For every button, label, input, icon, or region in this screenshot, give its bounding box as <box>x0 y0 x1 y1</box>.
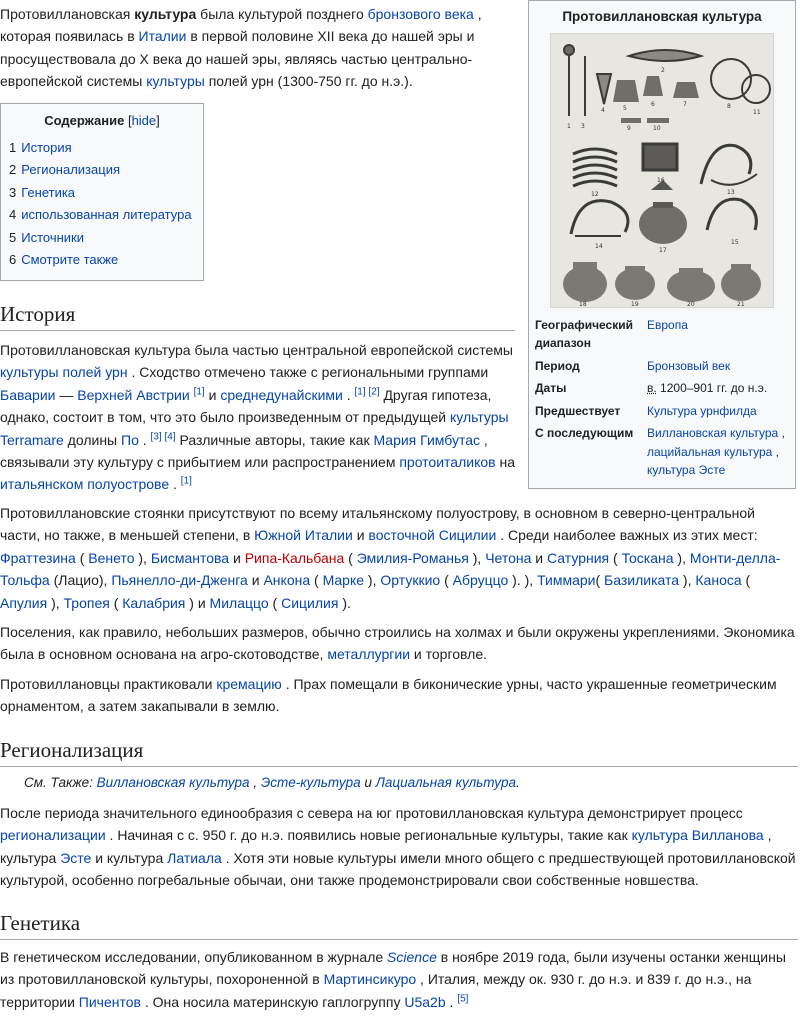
link-emilia-romagna[interactable]: Эмилия-Романья <box>356 549 469 566</box>
link-bronze-age[interactable]: бронзового века <box>367 6 474 22</box>
text: ( <box>310 572 323 589</box>
link-este[interactable]: культура Эсте <box>647 463 726 477</box>
infobox-key: Географический диапазон <box>535 317 633 350</box>
history-paragraph-2 <box>0 502 798 614</box>
heading-history: История <box>0 300 515 331</box>
toc-number: 3 <box>9 184 17 200</box>
link-abruzzo[interactable]: Абруццо <box>452 572 509 589</box>
link-timmari[interactable]: Тиммари <box>537 572 596 589</box>
link-urnfield-culture[interactable]: культуры полей урн <box>0 364 128 381</box>
heading-genetics: Генетика <box>0 909 798 940</box>
link-veneto[interactable]: Венето <box>88 549 135 566</box>
infobox-value: 1200–901 гг. до н.э. <box>656 381 768 395</box>
text: После периода значительного единообразия с севера на юг протовиллановская культура демонстрирует процесс <box>0 805 743 821</box>
text: ( <box>595 572 605 589</box>
svg-text:14: 14 <box>595 242 603 250</box>
text: . Среди наиболее важных из этих мест: <box>496 527 758 544</box>
text: См. Также: <box>24 775 97 790</box>
toc-link-genetics[interactable]: Генетика <box>21 184 76 200</box>
toc-number: 5 <box>9 229 17 245</box>
link-latial-culture[interactable]: Лациальная культура <box>375 775 516 790</box>
text: ( <box>440 572 453 589</box>
link-italy[interactable]: Италии <box>138 28 187 45</box>
toc-hide-link[interactable]: hide <box>131 113 157 128</box>
svg-text:10: 10 <box>653 124 661 132</box>
history-heading-block <box>0 300 515 331</box>
link-urnfield[interactable]: Культура урнфилда <box>647 403 757 418</box>
link-bismantova[interactable]: Бисмантова <box>150 549 230 566</box>
text: ( <box>609 549 622 566</box>
toc-number: 1 <box>9 139 17 155</box>
toc-item[interactable] <box>9 159 195 182</box>
link-frattesina[interactable]: Фраттезина <box>0 549 76 566</box>
svg-text:5: 5 <box>623 104 627 112</box>
text: долины <box>63 431 122 448</box>
genetics-paragraph <box>0 946 798 1013</box>
link-ancona[interactable]: Анкона <box>263 572 311 589</box>
text: и <box>229 549 245 566</box>
svg-text:3: 3 <box>581 122 585 130</box>
sep: , <box>772 444 779 459</box>
text: Протовиллановские стоянки присутствуют по всему итальянскому полуострову, в основном в северно-центральной части, но также, в меньшей степени, в <box>0 505 755 544</box>
citation[interactable]: [1] <box>193 386 205 398</box>
link-ortucchio[interactable]: Ортуккио <box>380 572 441 589</box>
text: Протовиллановская <box>0 6 135 22</box>
svg-text:13: 13 <box>727 188 735 196</box>
text: ) и <box>185 594 210 611</box>
svg-text:12: 12 <box>591 190 599 198</box>
toc-number: 4 <box>9 207 17 222</box>
text: . <box>169 476 181 493</box>
text: ), <box>673 549 690 566</box>
infobox-key: Даты <box>535 381 567 395</box>
fig-number: 1 <box>567 122 571 130</box>
text: . <box>138 431 151 448</box>
link-ripa-calbana[interactable]: Рипа-Кальбана <box>244 549 345 566</box>
link-italian-peninsula[interactable]: итальянском полуострове <box>0 476 170 493</box>
link-europe[interactable]: Европа <box>647 317 688 332</box>
text: , Италия, между ок. 930 г. до н.э. и 839 г. до н.э., на территории <box>0 971 752 1010</box>
infobox-key: Предшествует <box>535 403 621 418</box>
text: . <box>342 386 355 403</box>
text: Различные авторы, такие как <box>175 431 374 448</box>
text: , связывали эту культуру с прибытием или распространением <box>0 431 488 471</box>
link-latial[interactable]: лацийальная культура <box>647 444 773 459</box>
toc-number: 6 <box>9 252 17 267</box>
history-paragraph-4 <box>0 673 798 718</box>
toc-link-history[interactable]: История <box>21 139 72 155</box>
svg-text:16: 16 <box>657 176 665 184</box>
text: ). <box>338 594 351 611</box>
text: . <box>516 775 520 790</box>
history-paragraph-3 <box>0 621 798 666</box>
citation[interactable]: [1] <box>180 475 192 487</box>
text: ), <box>364 572 381 589</box>
link-calabria[interactable]: Калабрия <box>122 594 186 611</box>
citation[interactable]: [5] <box>457 993 469 1005</box>
artifacts-drawing <box>551 34 773 307</box>
link-villanova-culture[interactable]: культура Вилланова <box>631 827 764 844</box>
text: , которая появилась в <box>0 6 482 45</box>
citation[interactable]: [2] <box>368 386 380 398</box>
infobox-key: Период <box>535 358 580 373</box>
toc-link-regionalization[interactable]: Регионализация <box>21 162 120 177</box>
text: ( <box>75 549 89 566</box>
link-bavaria[interactable]: Баварии <box>0 386 56 403</box>
text: и культура <box>91 849 168 866</box>
link-metallurgy[interactable]: металлургии <box>327 646 411 663</box>
link-marche[interactable]: Марке <box>322 572 365 589</box>
link-piceni[interactable]: Пичентов <box>78 993 141 1010</box>
svg-text:6: 6 <box>651 100 655 108</box>
svg-text:15: 15 <box>731 238 739 246</box>
infobox-row-range <box>535 314 789 355</box>
svg-text:17: 17 <box>659 246 667 254</box>
infobox-row-dates <box>535 377 789 400</box>
link-villanovan[interactable]: Виллановская культура <box>647 426 779 440</box>
text: . Она носила материнскую гаплогруппу <box>140 993 405 1010</box>
infobox-row-followed <box>535 422 789 482</box>
link-basilicata[interactable]: Базиликата <box>604 572 680 589</box>
toc-link-references[interactable]: использованная литература <box>21 207 192 222</box>
citation[interactable]: [3] <box>150 430 162 442</box>
text: ( <box>109 594 123 611</box>
toc-item[interactable] <box>9 249 195 272</box>
link-canosa[interactable]: Каноса <box>695 572 742 589</box>
sep: , <box>778 426 785 440</box>
link-villanovan-culture[interactable]: Виллановская культура <box>96 775 250 790</box>
link-cultures[interactable]: культуры <box>146 73 205 90</box>
artifacts-illustration-image[interactable] <box>550 33 774 308</box>
text: Другая гипотеза, однако, состоит в том, что это было произведенным от предыдущей <box>0 386 492 426</box>
link-este-culture[interactable]: Эсте-культура <box>260 775 361 790</box>
text: в ноябре 2019 года, были изучены останки женщины из протовиллановской культуры, похороненной в <box>0 949 786 988</box>
text: ( <box>344 549 357 566</box>
link-tolfa[interactable]: Монти-делла-Тольфа <box>0 549 781 589</box>
link-este[interactable]: Эсте <box>60 849 92 866</box>
text: , культура <box>0 827 772 866</box>
svg-text:8: 8 <box>727 102 731 110</box>
history-paragraph-1 <box>0 339 515 496</box>
regional-paragraph <box>0 802 798 892</box>
link-bronze-age[interactable]: Бронзовый век <box>647 358 731 373</box>
text: в первой половине XII века до нашей эры и просуществовала до X века до нашей эры, являясь частью центрально-европейской системы <box>0 28 475 90</box>
svg-text:18: 18 <box>579 300 587 307</box>
infobox-row-period <box>535 355 789 378</box>
toc-link-sources[interactable]: Источники <box>21 229 84 245</box>
link-tuscany[interactable]: Тоскана <box>621 549 674 566</box>
toc-item[interactable] <box>9 204 195 227</box>
table-of-contents <box>0 103 204 281</box>
text: (Лацио), <box>49 572 112 589</box>
infobox <box>528 0 796 489</box>
text: Протовиллановская культура была частью центральной европейской системы <box>0 342 513 358</box>
link-gimbutas[interactable]: Мария Гимбутас <box>373 431 480 448</box>
link-pianello[interactable]: Пьянелло-ди-Дженга <box>111 572 248 589</box>
citation[interactable]: [4] <box>164 430 176 442</box>
toc-item[interactable] <box>9 137 195 160</box>
text: и <box>531 549 548 566</box>
text: и <box>360 775 376 790</box>
text: ), <box>47 594 64 611</box>
link-latiala[interactable]: Латиала <box>167 849 222 866</box>
intro-paragraph <box>0 3 515 93</box>
text: ( <box>741 572 751 589</box>
text: . Хотя эти новые культуры имели много общего с предшествующей протовиллановской культурой, особенно погребальные обычаи, они также продемонстрировали свои собственные новшества. <box>0 849 796 889</box>
text: . <box>445 993 458 1010</box>
svg-text:7: 7 <box>683 100 687 108</box>
link-sicily[interactable]: Сицилия <box>281 594 339 611</box>
svg-text:9: 9 <box>627 124 631 132</box>
link-upper-austria[interactable]: Верхней Австрии <box>77 386 190 403</box>
text: ). ), <box>508 572 538 589</box>
toc-link-see-also[interactable]: Смотрите также <box>21 252 119 267</box>
link-middle-danube[interactable]: среднедунайскими <box>220 386 343 403</box>
svg-text:11: 11 <box>753 108 761 116</box>
citation[interactable]: [1] <box>354 386 366 398</box>
text: Протовиллановцы практиковали <box>0 676 217 692</box>
link-cremation[interactable]: кремацию <box>216 676 282 692</box>
svg-text:21: 21 <box>737 300 745 307</box>
bold-term: культура <box>134 6 197 22</box>
svg-text:19: 19 <box>631 300 639 307</box>
toc-item[interactable] <box>9 227 195 250</box>
link-terramare[interactable]: культуры Terramare <box>0 409 509 448</box>
link-south-italy[interactable]: Южной Италии <box>254 527 353 544</box>
toc-heading: Содержание <box>44 113 125 128</box>
link-tropea[interactable]: Тропея <box>63 594 110 611</box>
text: и <box>352 527 369 544</box>
text: была культурой позднего <box>196 6 368 22</box>
text: и торговле. <box>410 646 488 663</box>
link-regionalization[interactable]: регионализации <box>0 827 106 844</box>
svg-text:20: 20 <box>687 300 695 307</box>
link-proto-italics[interactable]: протоиталиков <box>399 454 496 471</box>
text: ), <box>468 549 486 566</box>
genetics-heading-block <box>0 909 798 940</box>
hatnote-see-also <box>0 772 798 794</box>
toc-item[interactable] <box>9 182 195 205</box>
infobox-key: С последующим <box>535 426 634 440</box>
text: ), <box>679 572 696 589</box>
toc-number: 2 <box>9 162 17 177</box>
text: Поселения, как правило, небольших размеров, обычно строились на холмах и были окружены укреплениями. Экономика была в основном основана на агро-скотоводстве, <box>0 624 795 663</box>
link-milazzo[interactable]: Милаццо <box>209 594 269 611</box>
link-saturnia[interactable]: Сатурния <box>547 549 610 566</box>
text: В генетическом исследовании, опубликованном в журнале <box>0 949 388 965</box>
regional-heading-block <box>0 736 798 767</box>
svg-text:2: 2 <box>661 66 665 74</box>
text: . Сходство отмечено также с региональными группами <box>127 364 489 381</box>
text: ( <box>268 594 282 611</box>
link-east-sicily[interactable]: восточной Сицилии <box>368 527 497 544</box>
link-martinsicuro[interactable]: Мартинсикуро <box>323 971 417 988</box>
heading-regionalization: Регионализация <box>0 736 798 767</box>
text: , <box>249 775 261 790</box>
link-u5a2b[interactable]: U5a2b <box>404 993 446 1010</box>
text: ), <box>134 549 151 566</box>
svg-text:4: 4 <box>601 106 605 114</box>
text: и <box>204 386 221 403</box>
link-po[interactable]: По <box>121 431 139 448</box>
text: . Прах помещали в биконические урны, часто украшенные геометрическим орнаментом, а затем закапывали в землю. <box>0 676 777 715</box>
infobox-row-preceded <box>535 400 789 423</box>
infobox-title: Протовиллановская культура <box>562 9 762 24</box>
toc-title: Содержание [hide] <box>44 113 160 128</box>
link-apulia[interactable]: Апулия <box>0 594 48 611</box>
text: — <box>55 386 78 403</box>
text: и <box>247 572 264 589</box>
abbr-century: в. <box>647 381 657 395</box>
link-science-journal[interactable]: Science <box>387 949 437 965</box>
text: на <box>495 454 515 471</box>
text: полей урн (1300-750 гг. до н.э.). <box>204 73 413 90</box>
link-chetona[interactable]: Четона <box>485 549 532 566</box>
text: . Начиная с с. 950 г. до н.э. появились новые региональные культуры, такие как <box>105 827 632 844</box>
